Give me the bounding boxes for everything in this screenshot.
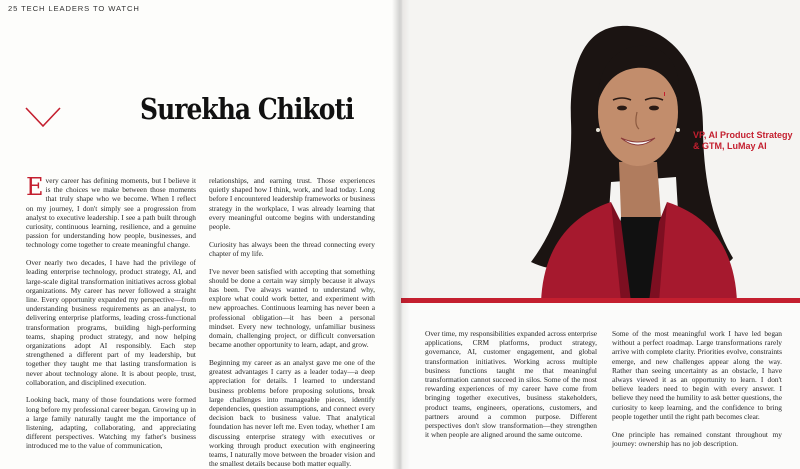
profile-title: VP, AI Product Strategy & GTM, LuMay AI: [693, 130, 793, 151]
portrait-photo: [471, 12, 791, 302]
paragraph: One principle has remained constant throughout my journey: ownership has no job description.: [612, 429, 782, 448]
paragraph: relationships, and earning trust. Those experiences quietly shaped how I think, work, and lead today. Long before I encountered leadership frameworks or business strategy in the workplace, I was already learning that every meaningful outcome begins with understanding people.: [209, 176, 375, 232]
page-gutter: [392, 0, 410, 469]
paragraph: Over time, my responsibilities expanded across enterprise applications, CRM platforms, product strategy, governance, AI, customer engagement, and global transformation initiatives. Working across multiple business functions taught me that meaningful transformation cannot succeed in silos. Some of the most rewarding experiences of my career have come from bringing together executives, business stakeholders, product teams, engineers, operations, customers, and partners around a common purpose. Different perspectives don't slow transformation—they strengthen it when people are aligned around the same outcome.: [425, 329, 597, 440]
intro-paragraph: [26, 173, 196, 250]
accent-rule: [664, 92, 665, 96]
chevron-down-icon: [24, 104, 62, 130]
paragraph: Looking back, many of those foundations were formed long before my professional career began. Growing up in a large family naturally taught me the importance of listening, adapting, collaborating, and appreciating different perspectives. Watching my father's business introduced me to the value of communication,: [26, 395, 196, 451]
article-column-1: [26, 173, 196, 459]
right-page: [401, 0, 800, 469]
paragraph: Beginning my career as an analyst gave me one of the greatest advantages I carry as a leader today—a deep appreciation for details. I learned to understand business problems before proposing solutions, break large challenges into manageable pieces, identify dependencies, question assumptions, and connect every decision back to business value. That analytical foundation has never left me. Even today, whether I am discussing enterprise strategy with executives or working through product execution with engineering teams, I naturally move between the broader vision and the smallest details because both matter equally.: [209, 357, 375, 469]
paragraph: I've never been satisfied with accepting that something should be done a certain way simply because it always has been. I've always wanted to understand why, explore what could work better, and experiment with new approaches. Continuous learning has never been a professional obligation—it has been a personal mindset. Every new technology, unfamiliar business domain, challenging project, or difficult conversation became another opportunity to learn, adapt, and grow.: [209, 266, 375, 350]
article-column-3: [425, 329, 597, 448]
article-column-2: [209, 176, 375, 469]
profile-name: Surekha Chikoti: [140, 92, 354, 126]
paragraph: Some of the most meaningful work I have led began without a perfect roadmap. Large transformations rarely arrive with complete clarity. Priorities evolve, constraints emerge, and new challenges appear along the way. Rather than seeing uncertainty as an obstacle, I have always viewed it as an opportunity to learn. I don't believe leaders need to begin with every answer. I believe they need the humility to ask better questions, the curiosity to keep learning, and the confidence to bring people together until the right path becomes clear.: [612, 329, 782, 421]
paragraph-text: very career has defining moments, but I believe it is the choices we make between those moments that truly shape who we become. When I reflect on my journey, I don't simply see a progression from analyst to executive leadership. I see a path built through curiosity, continuous learning, resilience, and a genuine passion for understanding how people, businesses, and technology come together to create meaningful change.: [26, 176, 196, 250]
section-kicker: 25 TECH LEADERS TO WATCH: [8, 4, 140, 13]
paragraph: Curiosity has always been the thread connecting every chapter of my life.: [209, 239, 375, 258]
paragraph: Over nearly two decades, I have had the privilege of leading enterprise technology, product strategy, AI, and large-scale digital transformation initiatives across global organizations. My career has never followed a straight line. Every opportunity expanded my perspective—from understanding business requirements as an analyst, to delivering enterprise platforms, leading cross-functional transformation programs, building high-performing teams, shaping product strategy, and now helping organizations adopt AI responsibly. Each step strengthened a different part of my leadership, but together they taught me that lasting transformation is never about technology alone. It is about people, trust, collaboration, and disciplined execution.: [26, 258, 196, 387]
red-divider: [401, 298, 800, 303]
article-column-4: [612, 329, 782, 456]
drop-cap: E: [26, 173, 44, 201]
